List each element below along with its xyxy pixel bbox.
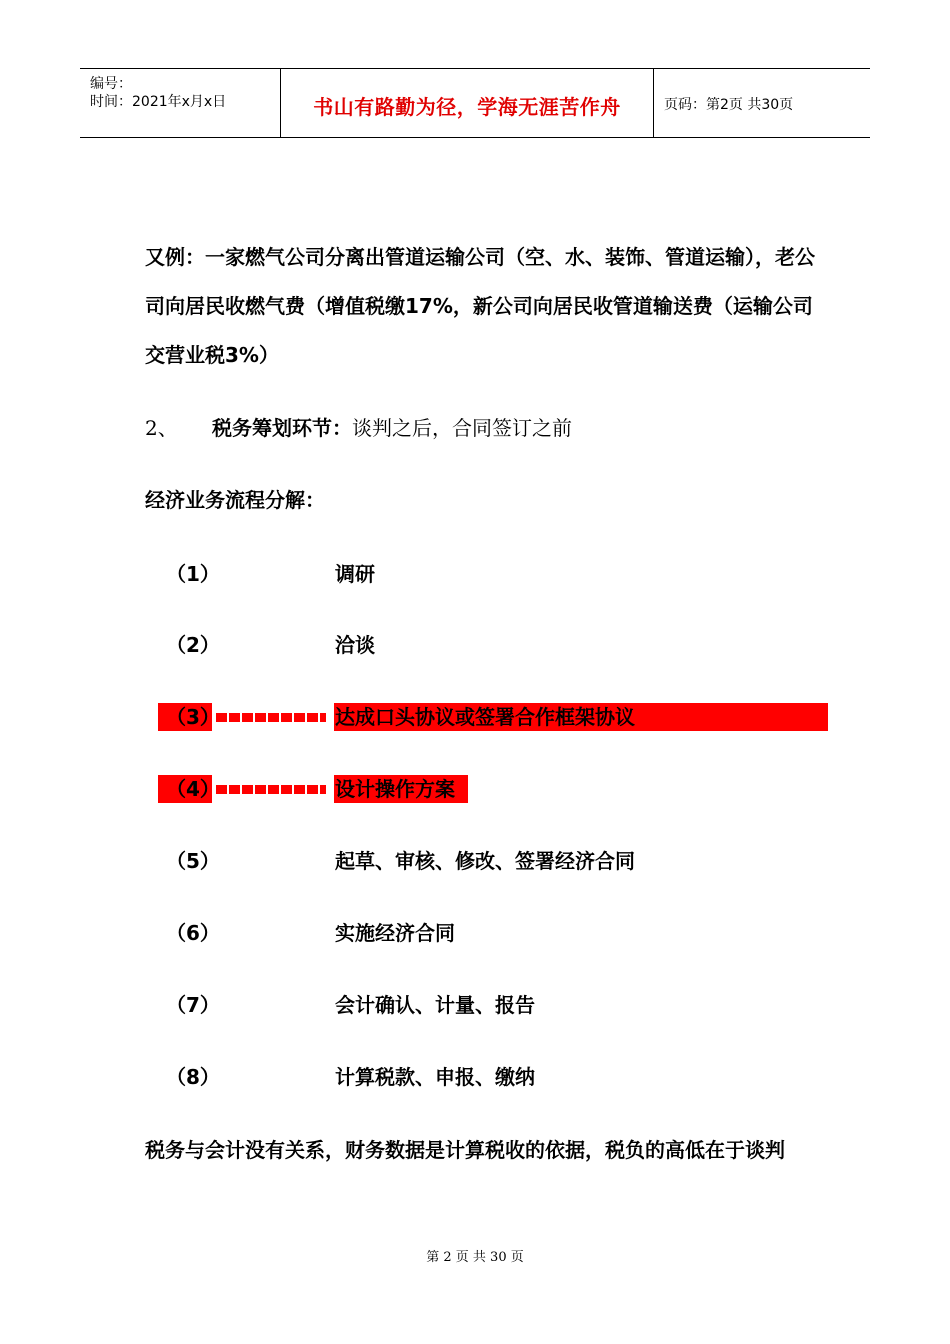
step2-number: 2、 (145, 416, 178, 440)
step-text: 会计确认、计量、报告 (335, 993, 535, 1017)
step2-description: 谈判之后，合同签订之前 (352, 416, 572, 440)
step2-line (145, 408, 572, 448)
step-text: 实施经济合同 (335, 921, 455, 945)
section-title: 经济业务流程分解： (145, 488, 325, 512)
page-footer: 第 2 页 共 30 页 (426, 1250, 524, 1265)
header-page-cell (654, 69, 870, 137)
step-number: （3） (166, 705, 220, 729)
header-motto: 书山有路勤为径，学海无涯苦作舟 (313, 95, 621, 119)
highlight-dash-line (216, 785, 326, 794)
header-page-info: 页码：第2页 共30页 (664, 97, 794, 113)
step-number: （1） (166, 562, 220, 586)
step-number: （4） (166, 777, 220, 801)
header-motto-cell (280, 69, 654, 137)
header-meta-cell (80, 69, 280, 137)
step-number: （8） (166, 1065, 220, 1089)
highlight-dash-line (216, 713, 326, 722)
header-time-label: 时间：2021年x月x日 (90, 94, 227, 110)
step-number: （7） (166, 993, 220, 1017)
step-text: 洽谈 (335, 633, 375, 657)
step-number: （6） (166, 921, 220, 945)
step-number: （2） (166, 633, 220, 657)
conclusion-paragraph: 税务与会计没有关系，财务数据是计算税收的依据，税负的高低在于谈判 (145, 1138, 785, 1162)
step-text: 达成口头协议或签署合作框架协议 (335, 705, 635, 729)
header-number-label: 编号： (90, 76, 132, 92)
step-text: 起草、审核、修改、签署经济合同 (335, 849, 635, 873)
step-text: 计算税款、申报、缴纳 (335, 1065, 535, 1089)
step-number: （5） (166, 849, 220, 873)
step-text: 设计操作方案 (335, 777, 455, 801)
example-paragraph: 又例：一家燃气公司分离出管道运输公司（空、水、装饰、管道运输），老公司向居民收燃气费（增值税缴17%，新公司向居民收管道输送费（运输公司交营业税3%） (145, 245, 815, 367)
step2-bold-label: 税务筹划环节： (212, 416, 352, 440)
document-header (80, 68, 870, 138)
step-text: 调研 (335, 562, 375, 586)
